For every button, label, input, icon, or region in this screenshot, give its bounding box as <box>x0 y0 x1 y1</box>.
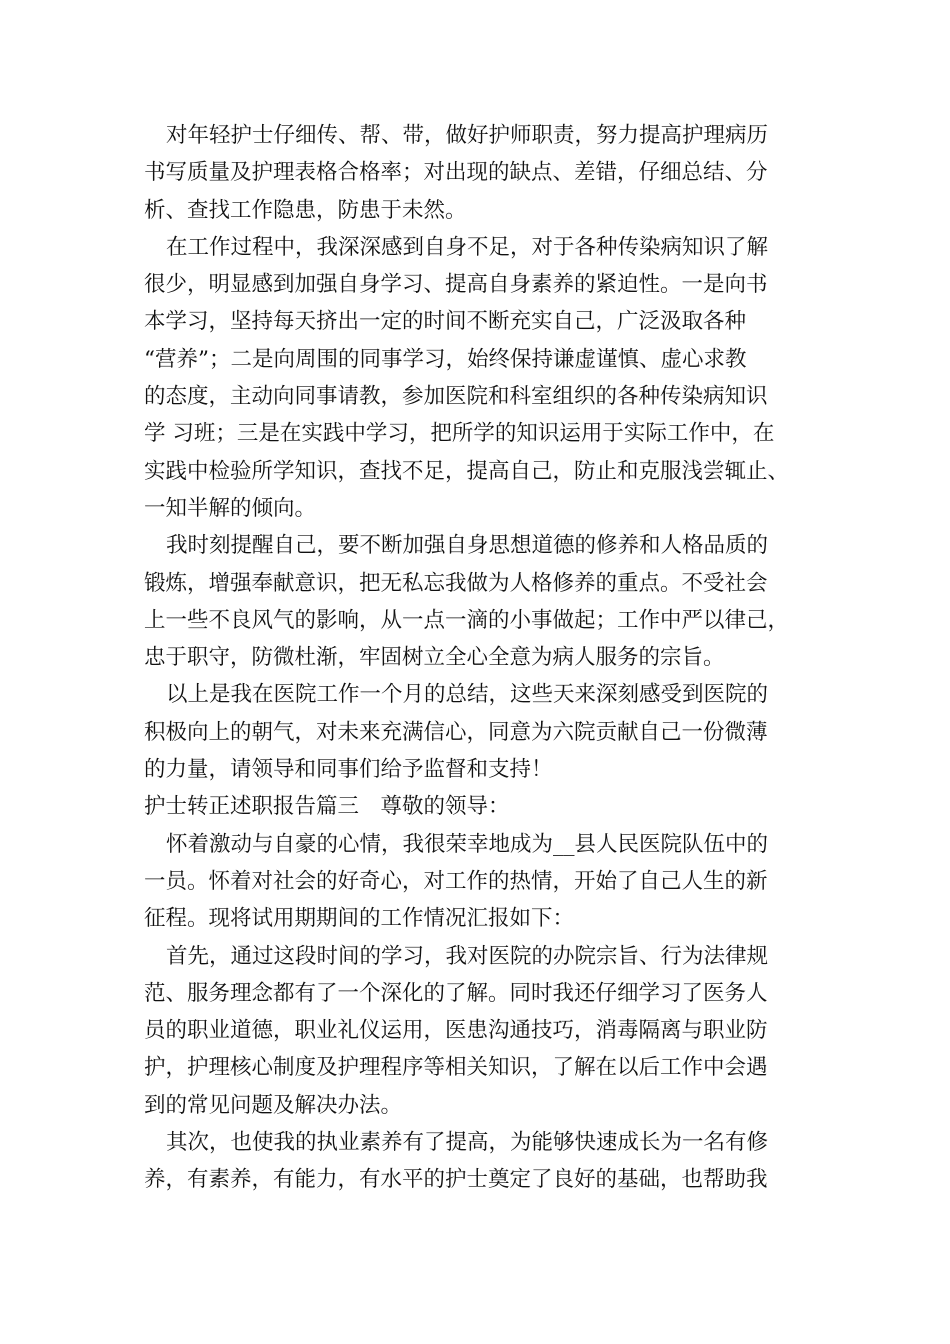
document-line: 护士转正述职报告篇三 尊敬的领导： <box>144 794 510 820</box>
document-line: 征程。现将试用期期间的工作情况汇报如下： <box>144 906 575 932</box>
document-line: 对年轻护士仔细传、帮、带，做好护师职责，努力提高护理病历 <box>166 123 769 148</box>
document-line: 在工作过程中，我深深感到自身不足，对于各种传染病知识了解 <box>166 234 769 260</box>
document-line: 书写质量及护理表格合格率；对出现的缺点、差错，仔细总结、分 <box>144 160 768 186</box>
document-line: 实践中检验所学知识，查找不足，提高自己，防止和克服浅尝辄止、 <box>144 458 790 484</box>
document-line: 到的常见问题及解决办法。 <box>144 1092 403 1118</box>
document-line: 养，有素养，有能力，有水平的护士奠定了良好的基础，也帮助我 <box>144 1167 768 1193</box>
document-line: 我时刻提醒自己，要不断加强自身思想道德的修养和人格品质的 <box>166 533 769 559</box>
document-line: 其次，也使我的执业素养有了提高，为能够快速成长为一名有修 <box>166 1130 769 1156</box>
document-line: 首先，通过这段时间的学习，我对医院的办院宗旨、行为法律规 <box>166 943 769 969</box>
document-line: 护，护理核心制度及护理程序等相关知识，了解在以后工作中会遇 <box>144 1055 768 1081</box>
document-line: 怀着激动与自豪的心情，我很荣幸地成为__县人民医院队伍中的 <box>166 831 769 857</box>
document-line: 析、查找工作隐患，防患于未然。 <box>144 197 467 223</box>
document-line: 的态度，主动向同事请教，参加医院和科室组织的各种传染病知识 <box>144 384 768 410</box>
document-line: “营养”；二是向周围的同事学习，始终保持谦虚谨慎、虚心求教 <box>144 346 747 372</box>
document-line: 积极向上的朝气，对未来充满信心，同意为六院贡献自己一份微薄 <box>144 719 768 745</box>
document-line: 一员。怀着对社会的好奇心，对工作的热情，开始了自己人生的新 <box>144 868 768 894</box>
document-line: 很少，明显感到加强自身学习、提高自身素养的紧迫性。一是向书 <box>144 272 768 298</box>
document-line: 忠于职守，防微杜渐，牢固树立全心全意为病人服务的宗旨。 <box>144 645 725 671</box>
document-line: 一知半解的倾向。 <box>144 495 317 521</box>
document-body <box>144 117 834 1199</box>
document-line: 的力量，请领导和同事们给予监督和支持！ <box>144 757 553 783</box>
document-line: 本学习，坚持每天挤出一定的时间不断充实自己，广泛汲取各种 <box>144 309 747 335</box>
document-line: 学 习班；三是在实践中学习，把所学的知识运用于实际工作中，在 <box>144 421 775 447</box>
document-line: 以上是我在医院工作一个月的总结，这些天来深刻感受到医院的 <box>166 682 769 708</box>
document-line: 范、服务理念都有了一个深化的了解。同时我还仔细学习了医务人 <box>144 980 768 1006</box>
document-line: 员的职业道德，职业礼仪运用，医患沟通技巧，消毒隔离与职业防 <box>144 1018 768 1044</box>
document-line: 上一些不良风气的影响，从一点一滴的小事做起；工作中严以律己， <box>144 607 790 633</box>
document-line: 锻炼，增强奉献意识，把无私忘我做为人格修养的重点。不受社会 <box>144 570 768 596</box>
